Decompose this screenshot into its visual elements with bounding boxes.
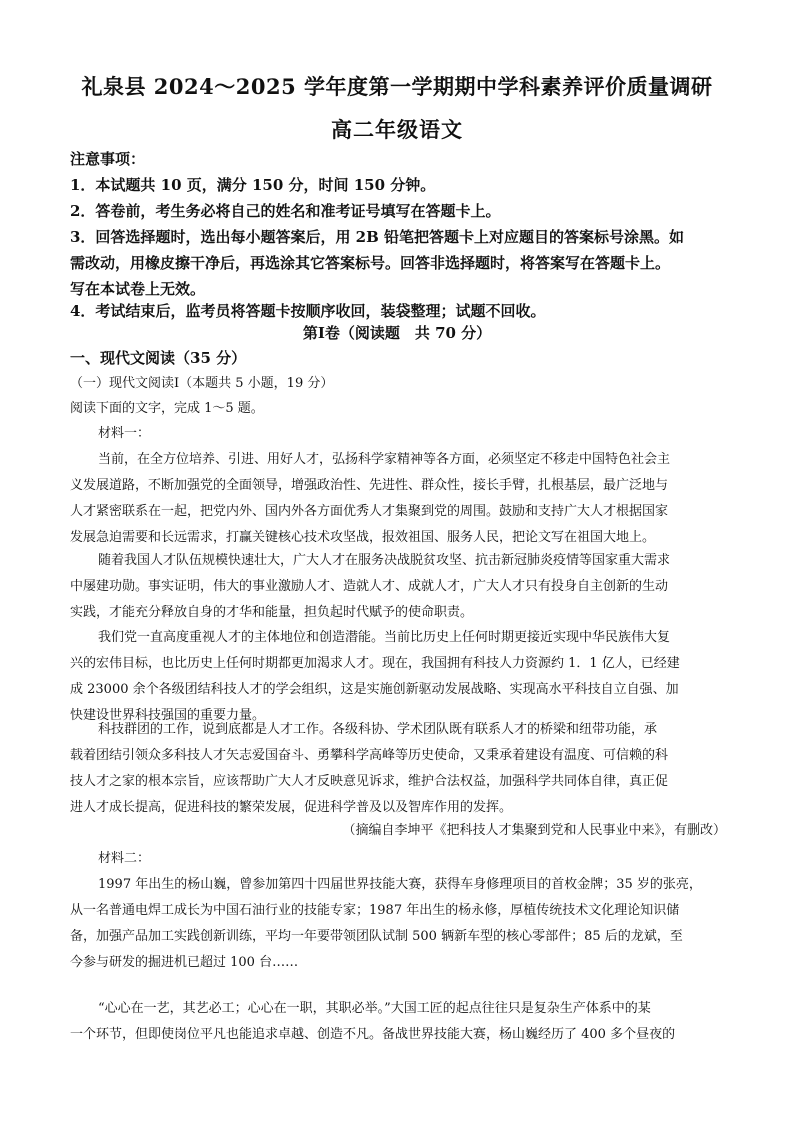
reading-instruction: 阅读下面的文字，完成 1～5 题。 — [70, 401, 264, 416]
notice-item-4: 4．考试结束后，监考员将答题卡按顺序收回，装袋整理；试题不回收。 — [70, 302, 546, 320]
text-line: 我们党一直高度重视人才的主体地位和创造潜能。当前比历史上任何时期更接近实现中华民族伟大复 — [98, 630, 671, 645]
text-line: 义发展道路，不断加强党的全面领导，增强政治性、先进性、群众性，接长手臂，扎根基层，最广泛地与 — [70, 478, 669, 493]
text-line: 科技群团的工作，说到底都是人才工作。各级科协、学术团队既有联系人才的桥梁和纽带功能，承 — [98, 722, 658, 737]
text-line: 实践，才能充分释放自身的才华和能量，担负起时代赋予的使命职责。 — [70, 605, 474, 620]
text-line: 发展急迫需要和长远需求，打赢关键核心技术攻坚战，报效祖国、服务人民，把论文写在祖国大地上。 — [70, 530, 656, 545]
material-2-paragraph — [70, 872, 730, 976]
notice-item-3 — [70, 224, 730, 302]
text-line: 今参与研发的掘进机已超过 100 台…… — [70, 955, 299, 970]
exam-subtitle: 高二年级语文 — [331, 117, 463, 142]
text-line: 一个环节，但即使岗位平凡也能追求卓越、创造不凡。备战世界技能大赛，杨山巍经历了 400 多个昼夜的 — [70, 1027, 676, 1042]
text-line: 当前，在全方位培养、引进、用好人才，弘扬科学家精神等各方面，必须坚定不移走中国特色社会主 — [98, 452, 671, 467]
text-line: 人才紧密联系在一起，把党内外、国内外各方面优秀人才集聚到党的周围。鼓励和支持广大人才根据国家 — [70, 504, 669, 519]
notice-item-1: 1．本试题共 10 页，满分 150 分，时间 150 分钟。 — [70, 176, 436, 194]
text-line: “心心在一艺，其艺必工；心心在一职，其职必举。”大国工匠的起点往往只是复杂生产体系中的某 — [98, 1001, 651, 1016]
text-line: 快建设世界科技强国的重要力量。 — [70, 708, 266, 723]
text-line: 备，加强产品加工实践创新训练，平均一年要带领团队试制 500 辆新车型的核心零部件；85 后的龙斌，至 — [70, 929, 683, 944]
sub-part-heading: （一）现代文阅读Ⅰ（本题共 5 小题，19 分） — [70, 376, 334, 391]
notice-item-2: 2．答卷前，考生务必将自己的姓名和准考证号填写在答题卡上。 — [70, 202, 501, 220]
material-1-paragraph — [70, 447, 730, 551]
text-line: 成 23000 余个各级团结科技人才的学会组织，这是实施创新驱动发展战略、实现高水平科技自立自强、加 — [70, 682, 679, 697]
text-line: 中屡建功勋。事实证明，伟大的事业激励人才、造就人才、成就人才，广大人才只有投身自主创新的生动 — [70, 579, 669, 594]
part-heading: 一、现代文阅读（35 分） — [70, 349, 247, 367]
text-line: 1997 年出生的杨山巍，曾参加第四十四届世界技能大赛，获得车身修理项目的首枚金牌；35 岁的张亮， — [98, 877, 702, 892]
section-title: 第Ⅰ卷（阅读题 共 70 分） — [302, 324, 492, 342]
material-1-paragraph — [70, 548, 730, 626]
material-1-source: （摘编自李坤平《把科技人才集聚到党和人民事业中来》，有删改） — [342, 823, 726, 838]
material-2-paragraph — [70, 996, 730, 1048]
material-2-label: 材料二： — [98, 851, 151, 866]
notice-item-3-line: 写在本试卷上无效。 — [70, 280, 206, 298]
text-line: 技人才之家的根本宗旨，应该帮助广大人才反映意见诉求，维护合法权益，加强科学共同体自律，真正促 — [70, 774, 669, 789]
notice-item-3-line: 需改动，用橡皮擦干净后，再选涂其它答案标号。回答非选择题时，将答案写在答题卡上。 — [70, 254, 671, 272]
material-1-paragraph — [70, 625, 730, 729]
text-line: 进人才成长提高，促进科技的繁荣发展，促进科学普及以及智库作用的发挥。 — [70, 800, 513, 815]
notice-item-3-line: 3．回答选择题时，选出每小题答案后，用 2B 铅笔把答题卡上对应题目的答案标号涂黑。如 — [70, 228, 685, 246]
text-line: 随着我国人才队伍规模快速壮大，广大人才在服务决战脱贫攻坚、抗击新冠肺炎疫情等国家重大需求 — [98, 553, 671, 568]
material-1-paragraph — [70, 717, 730, 821]
exam-title: 礼泉县 2024～2025 学年度第一学期期中学科素养评价质量调研 — [81, 74, 713, 99]
text-line: 从一名普通电焊工成长为中国石油行业的技能专家；1987 年出生的杨永修，厚植传统技术文化理论知识储 — [70, 903, 680, 918]
material-1-label: 材料一： — [98, 426, 151, 441]
notice-heading: 注意事项： — [70, 150, 146, 168]
text-line: 兴的宏伟目标，也比历史上任何时期都更加渴求人才。现在，我国拥有科技人力资源约 1．1 亿人，已经建 — [70, 656, 680, 671]
text-line: 载着团结引领众多科技人才矢志爱国奋斗、勇攀科学高峰等历史使命，又秉承着建设有温度、可信赖的科 — [70, 748, 669, 763]
